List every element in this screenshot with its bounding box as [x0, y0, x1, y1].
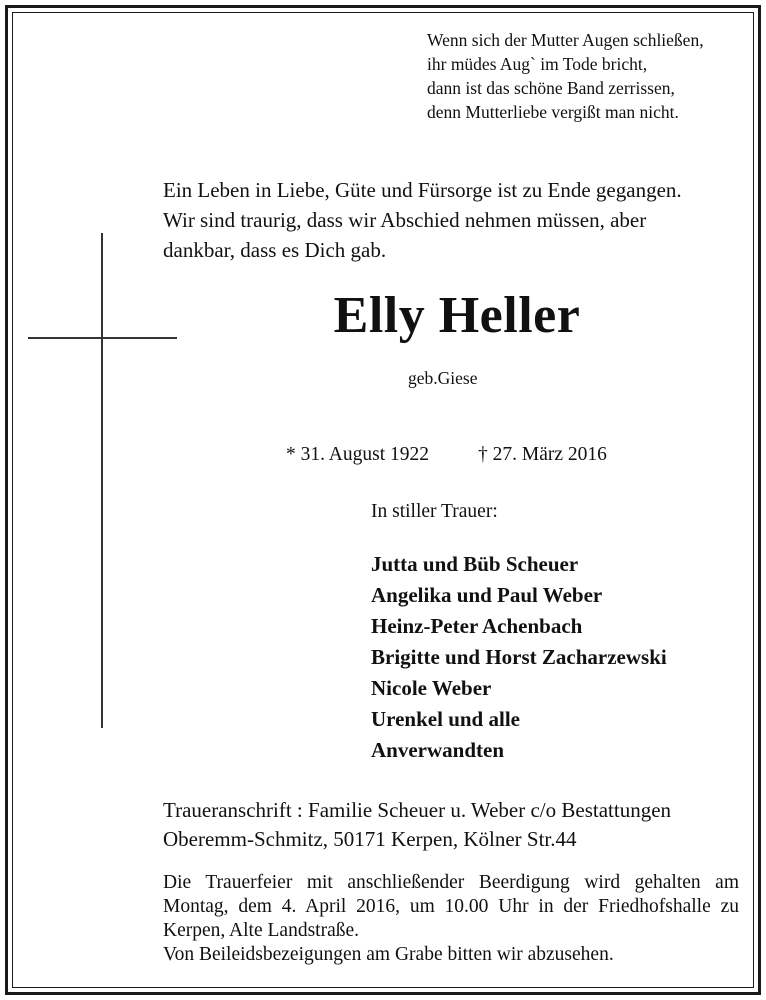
ceremony-line: Die Trauerfeier mit anschließender Beerdigung wird gehalten am: [163, 872, 739, 893]
address-line: Oberemm-Schmitz, 50171 Kerpen, Kölner Str.44: [163, 827, 577, 851]
mourning-label: In stiller Trauer:: [371, 501, 498, 522]
poem: [427, 28, 704, 124]
mourner-name: Urenkel und alle: [371, 707, 520, 731]
address-line: Traueranschrift : Familie Scheuer u. Weber c/o Bestattungen: [163, 798, 672, 822]
ceremony-line: Von Beileidsbezeigungen am Grabe bitten wir abzusehen.: [163, 944, 614, 965]
poem-line: dann ist das schöne Band zerrissen,: [427, 78, 675, 98]
poem-line: Wenn sich der Mutter Augen schließen,: [427, 30, 704, 50]
death-date: † 27. März 2016: [478, 444, 607, 465]
intro-line: Ein Leben in Liebe, Güte und Fürsorge ist zu Ende gegangen.: [163, 178, 682, 202]
ceremony-line: Montag, dem 4. April 2016, um 10.00 Uhr in der Friedhofshalle zu: [163, 896, 739, 917]
mourner-name: Heinz-Peter Achenbach: [371, 614, 583, 638]
ceremony-notice: [163, 871, 739, 967]
mourner-name: Jutta und Büb Scheuer: [371, 552, 579, 576]
mourner-name: Anverwandten: [371, 738, 505, 762]
maiden-name: geb.Giese: [408, 368, 478, 388]
mourning-address: [163, 796, 671, 854]
mourner-name: Nicole Weber: [371, 676, 492, 700]
intro-text: [163, 175, 743, 265]
intro-line: Wir sind traurig, dass wir Abschied nehmen müssen, aber: [163, 208, 647, 232]
intro-line: dankbar, dass es Dich gab.: [163, 238, 387, 262]
poem-line: ihr müdes Aug` im Tode bricht,: [427, 54, 648, 74]
ceremony-line: Kerpen, Alte Landstraße.: [163, 920, 360, 941]
deceased-name: Elly Heller: [333, 287, 581, 344]
poem-line: denn Mutterliebe vergißt man nicht.: [427, 102, 679, 122]
mourners-list: [371, 549, 667, 766]
birth-date: * 31. August 1922: [286, 444, 430, 465]
mourner-name: Angelika und Paul Weber: [371, 583, 603, 607]
mourner-name: Brigitte und Horst Zacharzewski: [371, 645, 667, 669]
